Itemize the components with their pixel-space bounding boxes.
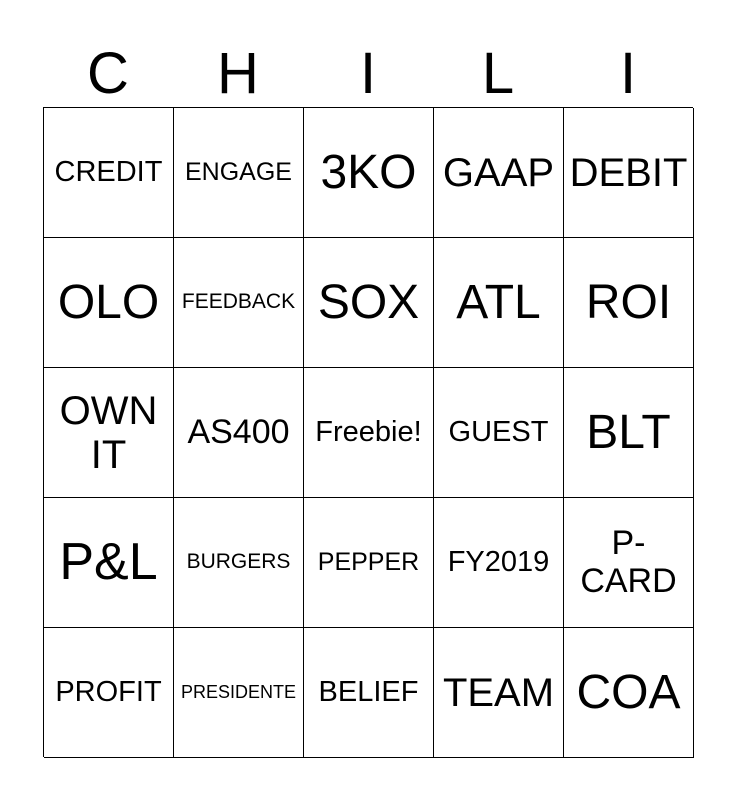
cell-label: CREDIT	[54, 155, 163, 188]
cell-label: BURGERS	[186, 550, 291, 574]
bingo-cell[interactable]	[174, 368, 304, 498]
bingo-cell[interactable]	[44, 498, 174, 628]
bingo-grid	[43, 107, 693, 757]
bingo-cell[interactable]	[564, 368, 694, 498]
bingo-cell[interactable]	[304, 498, 434, 628]
bingo-cell[interactable]	[434, 368, 564, 498]
cell-label: AS400	[187, 412, 290, 451]
cell-label: PROFIT	[55, 675, 162, 708]
cell-label: ENGAGE	[185, 158, 292, 187]
cell-label: ROI	[585, 275, 672, 329]
bingo-header	[43, 40, 693, 108]
cell-label: PEPPER	[317, 548, 420, 577]
bingo-cell[interactable]	[44, 108, 174, 238]
cell-label: FY2019	[447, 545, 550, 578]
bingo-cell[interactable]	[44, 238, 174, 368]
header-letter-l: L	[481, 41, 515, 106]
cell-label: GUEST	[448, 415, 549, 448]
bingo-cell[interactable]	[174, 238, 304, 368]
cell-label: BLT	[586, 405, 671, 459]
bingo-cell[interactable]	[434, 498, 564, 628]
bingo-cell[interactable]	[174, 628, 304, 758]
cell-label: OWN IT	[59, 388, 158, 477]
bingo-cell[interactable]	[564, 108, 694, 238]
header-letter-h: H	[217, 41, 259, 106]
cell-label: P&L	[59, 532, 158, 591]
bingo-cell[interactable]	[304, 108, 434, 238]
bingo-cell[interactable]	[434, 628, 564, 758]
cell-label: COA	[576, 665, 681, 719]
bingo-cell[interactable]	[564, 238, 694, 368]
bingo-cell[interactable]	[564, 628, 694, 758]
bingo-cell[interactable]	[564, 498, 694, 628]
cell-label: GAAP	[442, 150, 555, 195]
header-letter-i: I	[359, 41, 377, 106]
cell-label: FEEDBACK	[181, 290, 296, 314]
cell-label: OLO	[57, 275, 160, 329]
bingo-cell[interactable]	[434, 238, 564, 368]
cell-label: 3KO	[320, 145, 417, 199]
cell-label: DEBIT	[569, 150, 688, 195]
cell-label: PRESIDENTE	[180, 682, 297, 703]
cell-label: ATL	[456, 275, 541, 329]
bingo-cell[interactable]	[304, 628, 434, 758]
cell-label: P- CARD	[580, 524, 677, 600]
bingo-cell[interactable]	[304, 368, 434, 498]
cell-label: BELIEF	[318, 675, 419, 708]
bingo-cell[interactable]	[174, 498, 304, 628]
header-letter-c: C	[87, 41, 129, 106]
cell-label: SOX	[317, 275, 420, 329]
cell-label: TEAM	[442, 670, 555, 715]
bingo-cell[interactable]	[44, 368, 174, 498]
bingo-cell[interactable]	[434, 108, 564, 238]
bingo-cell[interactable]	[174, 108, 304, 238]
bingo-cell[interactable]	[304, 238, 434, 368]
bingo-cell[interactable]	[44, 628, 174, 758]
header-letter-i-2: I	[619, 41, 637, 106]
cell-label: Freebie!	[315, 415, 422, 448]
